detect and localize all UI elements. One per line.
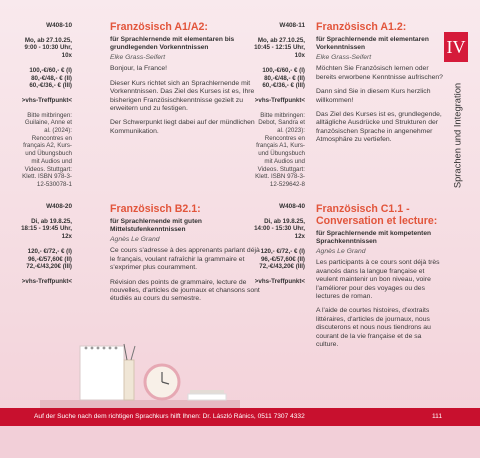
section-label-text: Sprachen und Integration bbox=[451, 82, 463, 189]
registration: >vhs-Treffpunkt< bbox=[21, 277, 72, 285]
course-3 bbox=[110, 203, 260, 310]
course-time: 9:00 - 10:30 Uhr, bbox=[24, 44, 72, 52]
shelf-surface bbox=[40, 400, 240, 408]
section-label bbox=[448, 68, 466, 208]
fee-1: 100,-€/60,- € (I) bbox=[262, 66, 305, 74]
course-count: 12x bbox=[294, 233, 305, 241]
fee-2: 80,-€/48,- € (II) bbox=[264, 74, 305, 82]
course-code: W408-10 bbox=[46, 22, 72, 29]
course-text: A l'aide de courtes histoires, d'extraits littéraires, d'articles de journaux, nous discuterons et nous nous tiendrons au courant de la vie française et de sa culture. bbox=[316, 307, 431, 349]
materials-note: Bitte mitbringen: Debot, Sandra et al. (2023): Rencontres en français A1, Kurs- und Übungsbuch mit Audios und Videos. Stuttgart: Klett. ISBN 978-3-12-529642-8 bbox=[255, 111, 305, 188]
course-text: Möchten Sie Französisch lernen oder bereits erworbene Kenntnisse aufrischen? bbox=[316, 65, 443, 81]
registration: >vhs-Treffpunkt< bbox=[254, 277, 305, 285]
course-count: 10x bbox=[294, 52, 305, 60]
course-subtitle: für Sprachlernende mit kompetenten Sprachkenntnissen bbox=[316, 230, 432, 245]
course-title: Französisch A1.2: bbox=[316, 21, 407, 33]
bottom-margin bbox=[0, 426, 480, 458]
section-tab: IV bbox=[444, 32, 468, 62]
course-1 bbox=[110, 21, 260, 142]
course-title: Französisch C1.1 - Conversation et lecture: bbox=[316, 203, 438, 227]
book-stack bbox=[190, 390, 224, 394]
course-count: 12x bbox=[61, 233, 72, 241]
materials-note: Bitte mitbringen: Guilaine, Anne et al. (2024): Rencontres en français A2, Kurs- und Übungsbuch mit Audios und Videos. Stuttgart: Klett. ISBN 978-3-12-530078-1 bbox=[22, 111, 72, 188]
fee-1: 100,-€/60,- € (I) bbox=[29, 66, 72, 74]
course-text: Ce cours s'adresse à des apprenants parlant déjà le français, voulant rafraîchir la grammaire et s'exprimer plus couramment. bbox=[110, 247, 260, 272]
footer-text: Auf der Suche nach dem richtigen Sprachkurs hilft Ihnen: Dr. László Ránics, 0511 7307 4332 bbox=[34, 413, 305, 420]
course-author: Elke Grass-Seifert bbox=[110, 54, 166, 61]
course-author: Agnès Le Grand bbox=[316, 248, 366, 255]
course-date: Di, ab 19.8.25, bbox=[31, 217, 72, 225]
course-text: Révision des points de grammaire, lecture de nouvelles, d'articles de journaux et chansons sont étudiés au cours du semestre. bbox=[110, 278, 260, 303]
course-date: Di, ab 19.8.25, bbox=[264, 217, 305, 225]
course-text: Das Ziel des Kurses ist es, grundlegende, alltägliche Ausdrücke und Strukturen der französischen Sprache in angenehmer Atmosphäre zu vertiefen. bbox=[316, 111, 442, 144]
course-text: Dann sind Sie in diesem Kurs herzlich willkommen! bbox=[316, 88, 431, 104]
desk-illustration bbox=[40, 340, 240, 408]
course-author: Agnès Le Grand bbox=[110, 236, 160, 243]
fee-3: 72,-€/43,20€ (III) bbox=[259, 263, 305, 271]
fee-3: 60,-€/36,- € (III) bbox=[29, 82, 72, 90]
course-title: Französisch A1/A2: bbox=[110, 21, 208, 33]
course-author: Elke Grass-Seifert bbox=[316, 54, 372, 61]
page-number: 111 bbox=[432, 413, 443, 420]
pencil bbox=[131, 346, 135, 360]
course-meta-3 bbox=[20, 203, 72, 286]
course-subtitle: für Sprachlernende mit elementaren bis grundlegenden Vorkenntnissen bbox=[110, 36, 235, 51]
fee-1: 120,- €/72,- € (I) bbox=[27, 247, 72, 255]
course-text: Der Schwerpunkt liegt dabei auf der mündlichen Kommunikation. bbox=[110, 119, 255, 135]
footer-bar bbox=[0, 408, 480, 426]
fee-2: 80,-€/48,- € (II) bbox=[31, 74, 72, 82]
course-2 bbox=[316, 21, 444, 151]
course-text: Dieser Kurs richtet sich an Sprachlernende mit Vorkenntnissen. Das Ziel des Kurses ist es, Ihre bisherigen Französischkenntnisse gezielt zu erweitern und zu festigen. bbox=[110, 79, 255, 113]
course-code: W408-20 bbox=[46, 203, 72, 210]
course-date: Mo, ab 27.10.25, bbox=[257, 36, 305, 44]
course-text: Bonjour, la France! bbox=[110, 65, 168, 73]
course-time: 10:45 - 12:15 Uhr, bbox=[254, 44, 305, 52]
registration: >vhs-Treffpunkt< bbox=[254, 96, 305, 104]
fee-1: 120,- €/72,- € (I) bbox=[260, 247, 305, 255]
notebook bbox=[80, 346, 124, 400]
course-meta-2 bbox=[253, 22, 305, 189]
fee-2: 96,-€/57,60€ (II) bbox=[260, 255, 305, 263]
course-meta-1 bbox=[20, 22, 72, 189]
course-title: Französisch B2.1: bbox=[110, 203, 201, 215]
course-text: Les participants à ce cours sont déjà très avancés dans la langue française et veulent maintenir un bon niveau, voire l'améliorer pour des voyages ou des lectures de roman. bbox=[316, 259, 440, 301]
course-time: 14:00 - 15:30 Uhr, bbox=[254, 225, 305, 233]
course-date: Mo, ab 27.10.25, bbox=[24, 36, 72, 44]
course-code: W408-40 bbox=[279, 203, 305, 210]
fee-2: 96,-€/57,60€ (II) bbox=[27, 255, 72, 263]
registration: >vhs-Treffpunkt< bbox=[21, 96, 72, 104]
course-subtitle: für Sprachlernende mit guten Mittelstufenkenntnissen bbox=[110, 218, 202, 233]
course-4 bbox=[316, 203, 444, 355]
course-count: 10x bbox=[61, 52, 72, 60]
course-subtitle: für Sprachlernende mit elementaren Vorkenntnissen bbox=[316, 36, 429, 51]
pencil-cup bbox=[124, 360, 134, 400]
fee-3: 72,-€/43,20€ (III) bbox=[26, 263, 72, 271]
fee-3: 60,-€/36,- € (III) bbox=[262, 82, 305, 90]
course-meta-4 bbox=[253, 203, 305, 286]
book-stack bbox=[188, 394, 226, 400]
course-code: W408-11 bbox=[279, 22, 305, 29]
course-time: 18:15 - 19:45 Uhr, bbox=[21, 225, 72, 233]
